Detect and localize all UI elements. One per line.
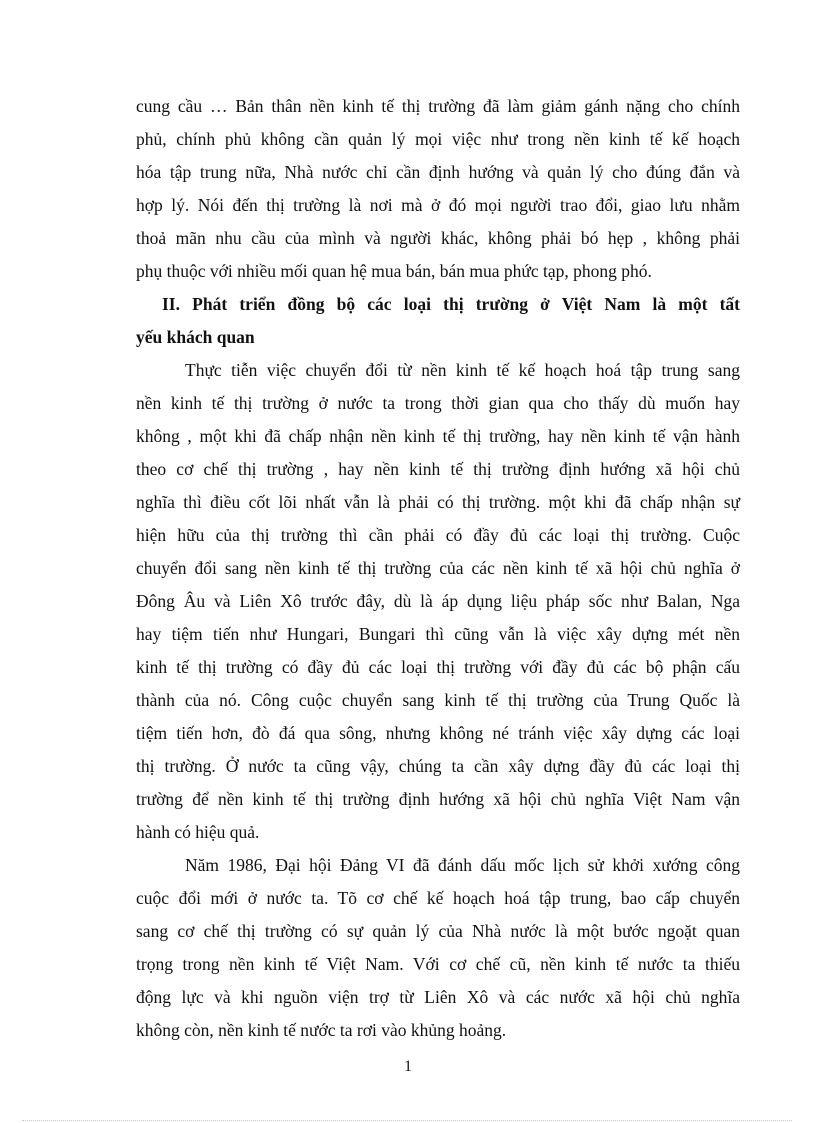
paragraph-3-line: cuộc đổi mới ở nước ta. Tõ cơ chế kế hoạch hoá tập trung, bao cấp chuyển (136, 888, 740, 908)
paragraph-2-line: nghĩa thì điều cốt lõi nhất vẫn là phải có thị trường. một khi đã chấp nhận sự (136, 492, 740, 512)
paragraph-3-line: động lực và khi nguồn viện trợ từ Liên Xô và các nước xã hội chủ nghĩa (136, 987, 740, 1007)
paragraph-2-line: chuyển đổi sang nền kinh tế thị trường của các nền kinh tế xã hội chủ nghĩa ở (136, 558, 740, 578)
paragraph-1-line: thoả mãn nhu cầu của mình và người khác, không phải bó hẹp , không phải (136, 228, 740, 248)
paragraph-3-line: không còn, nền kinh tế nước ta rơi vào khủng hoảng. (136, 1020, 507, 1040)
section-heading-line: II. Phát triển đồng bộ các loại thị trường ở Việt Nam là một tất (162, 294, 740, 314)
paragraph-3-line: sang cơ chế thị trường có sự quản lý của Nhà nước là một bước ngoặt quan (136, 921, 740, 941)
paragraph-2-line: hay tiệm tiến như Hungari, Bungari thì cũng vẫn là việc xây dựng mét nền (136, 624, 740, 644)
section-heading-line: yếu khách quan (136, 327, 255, 347)
paragraph-2-line: trường để nền kinh tế thị trường định hướng xã hội chủ nghĩa Việt Nam vận (136, 789, 740, 809)
paragraph-3-line: Năm 1986, Đại hội Đảng VI đã đánh dấu mốc lịch sử khởi xướng công (185, 855, 740, 875)
paragraph-2-line: kinh tế thị trường có đầy đủ các loại thị trường với đầy đủ các bộ phận cấu (136, 657, 740, 677)
paragraph-2-line: thị trường. Ở nước ta cũng vậy, chúng ta cần xây dựng đầy đủ các loại thị (136, 756, 740, 776)
page-bottom-border (22, 1120, 792, 1121)
paragraph-2-line: thành của nó. Công cuộc chuyển sang kinh tế thị trường của Trung Quốc là (136, 690, 740, 710)
paragraph-1-line: cung cầu … Bản thân nền kinh tế thị trường đã làm giảm gánh nặng cho chính (136, 96, 740, 116)
paragraph-3-line: trọng trong nền kinh tế Việt Nam. Với cơ chế cũ, nền kinh tế nước ta thiếu (136, 954, 740, 974)
paragraph-2-line: không , một khi đã chấp nhận nền kinh tế thị trường, hay nền kinh tế vận hành (136, 426, 740, 446)
paragraph-2-line: Thực tiễn việc chuyển đổi từ nền kinh tế kế hoạch hoá tập trung sang (185, 360, 740, 380)
paragraph-2-line: theo cơ chế thị trường , hay nền kinh tế thị trường định hướng xã hội chủ (136, 459, 740, 479)
paragraph-1-line: phủ, chính phủ không cần quản lý mọi việc như trong nền kinh tế kế hoạch (136, 129, 740, 149)
paragraph-1-line: phụ thuộc với nhiều mối quan hệ mua bán, bán mua phức tạp, phong phó. (136, 261, 652, 281)
paragraph-2-line: Đông Âu và Liên Xô trước đây, dù là áp dụng liệu pháp sốc như Balan, Nga (136, 591, 740, 611)
paragraph-2-line: tiệm tiến hơn, đò đá qua sông, nhưng không né tránh việc xây dựng các loại (136, 723, 740, 743)
paragraph-1-line: hóa tập trung nữa, Nhà nước chỉ cần định hướng và quản lý cho đúng đắn và (136, 162, 740, 182)
paragraph-2-line: nền kinh tế thị trường ở nước ta trong thời gian qua cho thấy dù muốn hay (136, 393, 740, 413)
paragraph-2-line: hiện hữu của thị trường thì cần phải có đầy đủ các loại thị trường. Cuộc (136, 525, 740, 545)
page-number: 1 (404, 1058, 412, 1075)
paragraph-1-line: hợp lý. Nói đến thị trường là nơi mà ở đó mọi người trao đổi, giao lưu nhằm (136, 195, 740, 215)
paragraph-2-line: hành có hiệu quả. (136, 822, 260, 842)
